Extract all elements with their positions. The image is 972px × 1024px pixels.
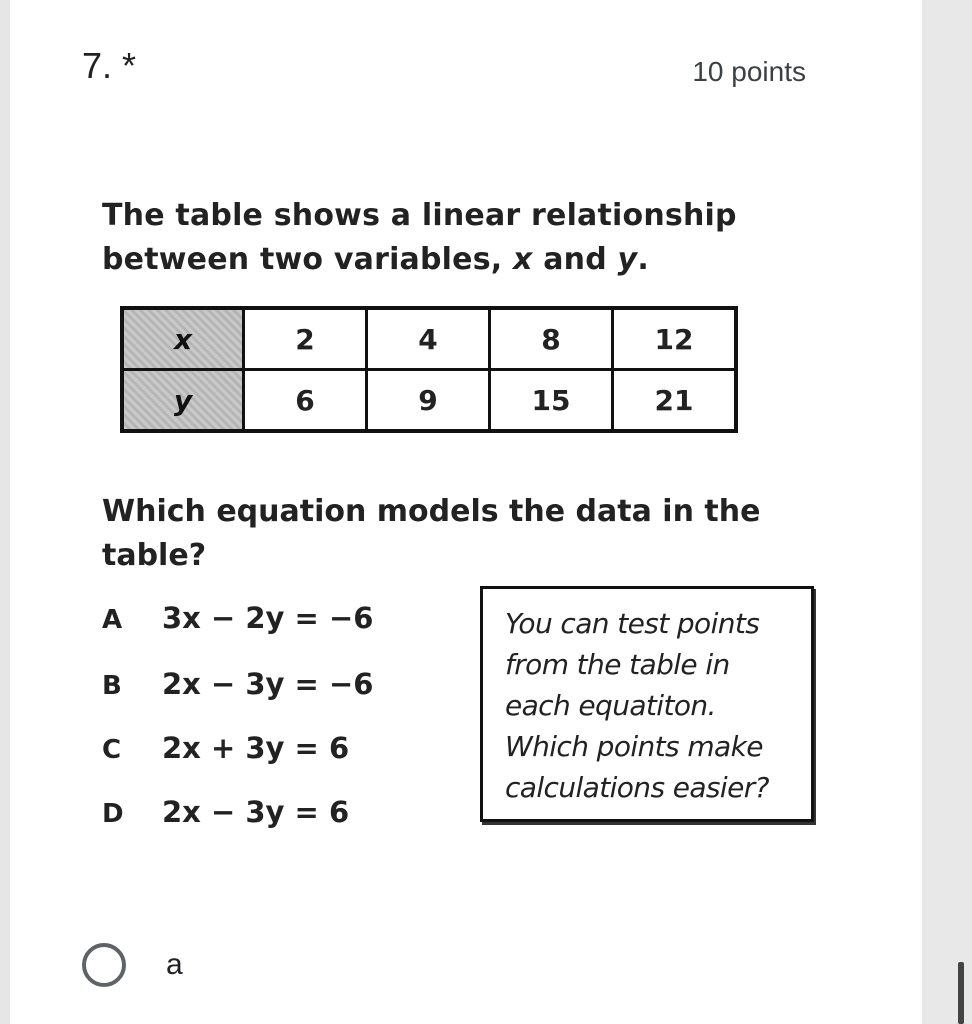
intro-var-x: x: [513, 242, 533, 277]
question-card: [10, 0, 922, 1024]
row-label-x: x: [122, 308, 244, 370]
intro-end: .: [637, 242, 649, 277]
xy-data-table: [120, 306, 738, 433]
table-row-y: [122, 370, 736, 432]
hint-line: Which points make: [505, 730, 763, 763]
prompt-line-1: Which equation models the data in the: [102, 494, 761, 529]
table-cell: 12: [613, 308, 737, 370]
choice-letter: A: [102, 605, 123, 635]
question-number: 7. *: [82, 45, 137, 86]
choice-equation: 2x − 3y = 6: [162, 795, 350, 829]
question-image: [90, 180, 850, 860]
hint-line: You can test points: [505, 607, 760, 640]
hint-box: [480, 586, 814, 822]
question-points: 10 points: [692, 56, 806, 87]
choice-equation: 2x + 3y = 6: [162, 731, 350, 765]
hint-line: from the table in: [505, 648, 730, 681]
table-cell: 21: [613, 370, 737, 432]
intro-line-1: The table shows a linear relationship: [102, 198, 737, 233]
hint-line: each equatiton.: [505, 689, 716, 722]
choice-a: [102, 600, 373, 638]
choice-letter: C: [102, 735, 122, 765]
choice-letter: B: [102, 671, 122, 701]
answer-option-a[interactable]: [82, 938, 183, 992]
table-row-x: [122, 308, 736, 370]
scrollbar-thumb[interactable]: [958, 962, 964, 1024]
radio-button[interactable]: [82, 943, 126, 987]
table-cell: 9: [367, 370, 490, 432]
hint-line: calculations easier?: [505, 771, 769, 804]
choice-d: [102, 794, 349, 832]
choice-letter: D: [102, 799, 124, 829]
question-intro: [102, 194, 737, 282]
choice-b: [102, 666, 373, 704]
table-cell: 15: [490, 370, 613, 432]
question-prompt: [102, 490, 760, 578]
intro-and: and: [532, 242, 618, 277]
choice-equation: 3x − 2y = −6: [162, 601, 374, 635]
table-cell: 8: [490, 308, 613, 370]
table-cell: 6: [244, 370, 367, 432]
prompt-line-2: table?: [102, 538, 207, 573]
table-cell: 2: [244, 308, 367, 370]
intro-var-y: y: [617, 242, 638, 277]
row-label-y: y: [122, 370, 244, 432]
page-gutter: [922, 0, 972, 1024]
table-cell: 4: [367, 308, 490, 370]
choice-equation: 2x − 3y = −6: [162, 667, 374, 701]
choice-c: [102, 730, 349, 768]
intro-line-2-prefix: between two variables,: [102, 242, 514, 277]
answer-option-label[interactable]: a: [166, 948, 183, 981]
